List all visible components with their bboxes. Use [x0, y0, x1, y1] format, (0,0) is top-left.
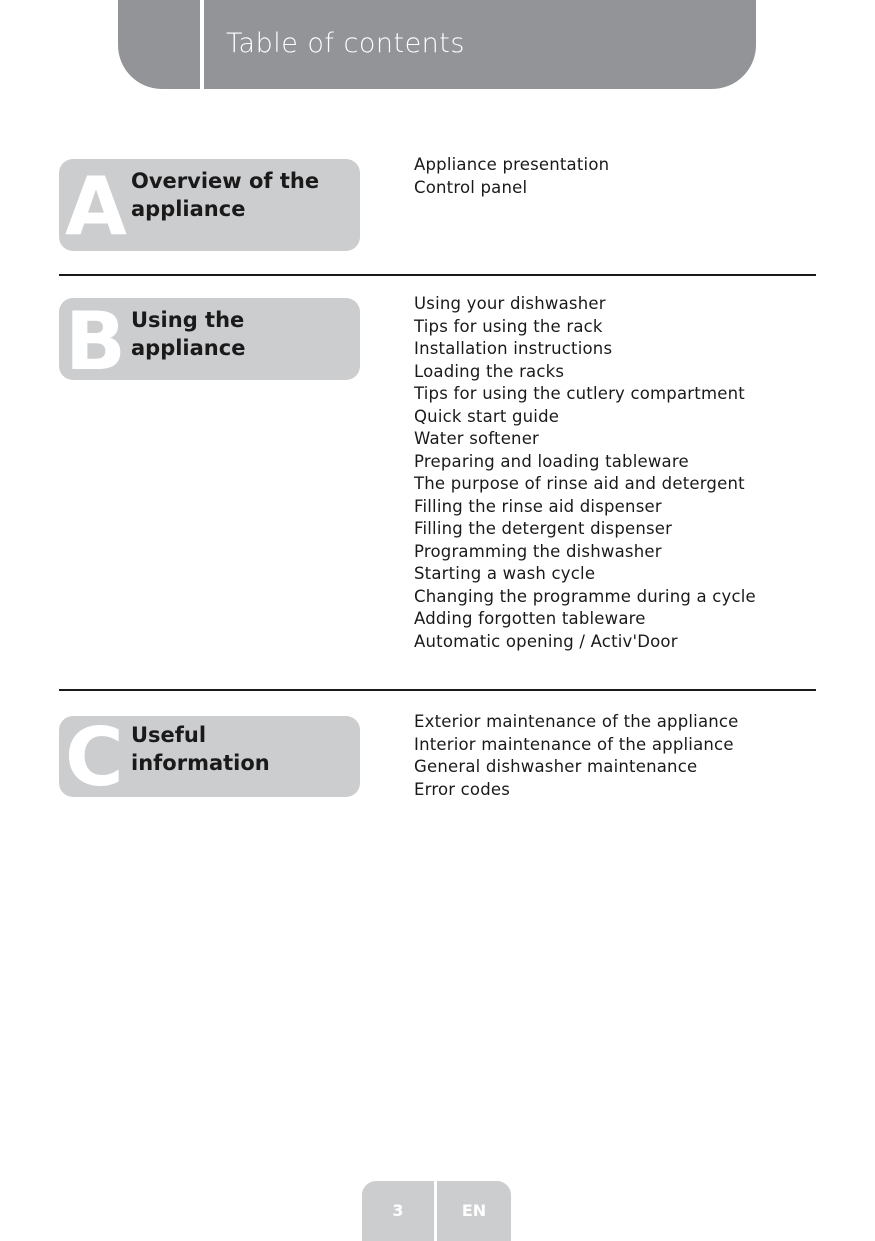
toc-item[interactable]: Changing the programme during a cycle [414, 586, 756, 606]
page-title: Table of contents [226, 28, 465, 59]
toc-item[interactable]: Quick start guide [414, 406, 560, 426]
toc-item[interactable]: The purpose of rinse aid and detergent [414, 474, 745, 493]
section-letter: B [65, 295, 126, 388]
toc-item[interactable]: Tips for using the cutlery compartment [414, 384, 745, 403]
section-title: Useful information [131, 723, 270, 775]
language-code: EN [461, 1201, 487, 1220]
toc-item[interactable]: Adding forgotten tableware [414, 609, 646, 628]
toc-item[interactable]: Exterior maintenance of the appliance [414, 712, 739, 731]
toc-item[interactable]: Error codes [414, 779, 511, 799]
section-title: Using the appliance [131, 308, 246, 360]
page-number: 3 [392, 1201, 404, 1220]
section-c-items [414, 711, 739, 801]
toc-item[interactable]: Water softener [414, 429, 540, 448]
toc-item[interactable]: Tips for using the rack [414, 316, 603, 336]
section-b-items [414, 293, 756, 653]
toc-item[interactable]: Starting a wash cycle [414, 564, 596, 583]
section-letter: A [65, 160, 127, 253]
toc-item[interactable]: Filling the rinse aid dispenser [414, 496, 662, 516]
footer-tab [362, 1181, 511, 1241]
section-letter: C [65, 711, 124, 804]
toc-item[interactable]: Using your dishwasher [414, 294, 606, 313]
header-tab [118, 0, 756, 89]
toc-item[interactable]: Automatic opening / Activ'Door [414, 631, 678, 651]
toc-item[interactable]: Interior maintenance of the appliance [414, 734, 734, 754]
toc-item[interactable]: Loading the racks [414, 361, 565, 381]
toc-item[interactable]: Appliance presentation [414, 155, 610, 174]
header-divider [200, 0, 204, 89]
toc-item[interactable]: Filling the detergent dispenser [414, 519, 673, 538]
section-divider [59, 274, 816, 276]
section-b-box [59, 295, 360, 388]
section-c-box [59, 711, 360, 804]
toc-item[interactable]: Control panel [414, 177, 528, 197]
section-title: Overview of the appliance [131, 169, 320, 221]
toc-item[interactable]: Preparing and loading tableware [414, 451, 689, 471]
section-divider [59, 689, 816, 691]
section-a-box [59, 159, 360, 251]
section-a-items [414, 154, 609, 199]
toc-item[interactable]: Installation instructions [414, 339, 613, 358]
toc-item[interactable]: Programming the dishwasher [414, 541, 662, 561]
toc-item[interactable]: General dishwasher maintenance [414, 757, 698, 776]
